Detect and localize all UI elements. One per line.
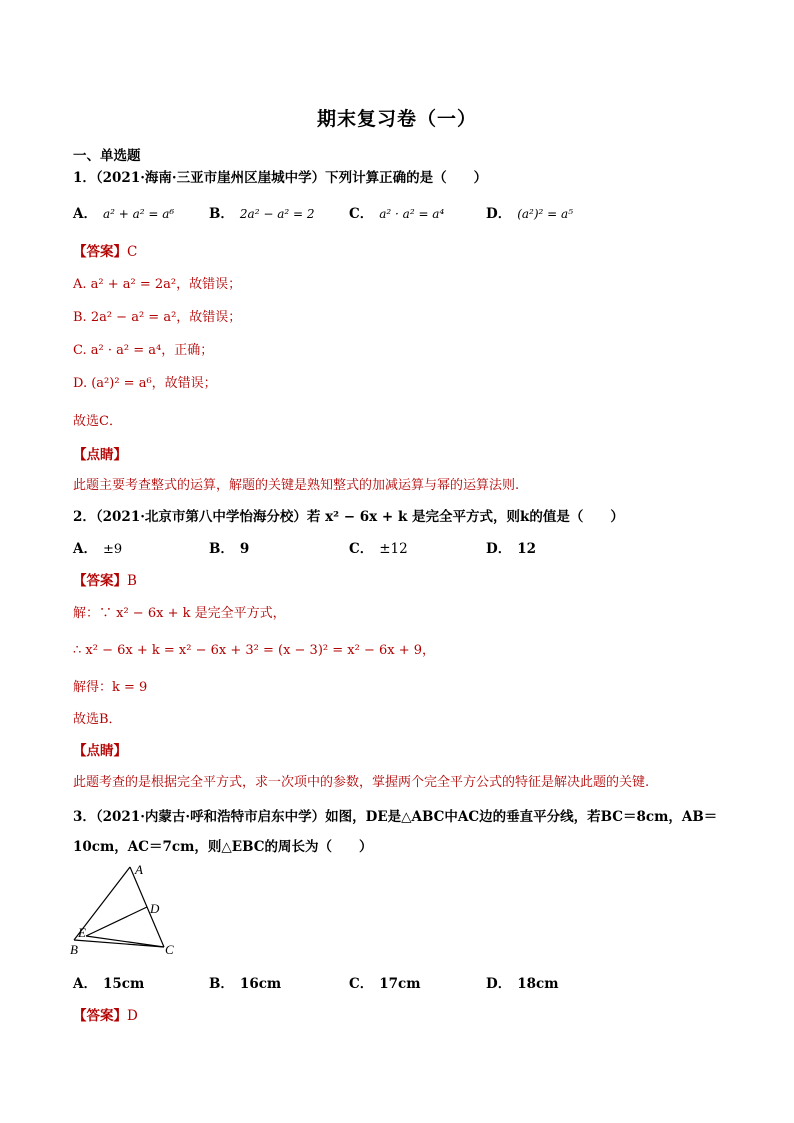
q2-solution-2: ∴ x² − 6x + k = x² − 6x + 3² = (x − 3)² = x² − 6x + 9， (73, 643, 436, 658)
option-label: B． (209, 976, 234, 992)
answer-value: C (127, 244, 138, 260)
q2-option-b (209, 537, 249, 557)
option-label: D． (486, 976, 512, 992)
option-label: C． (349, 541, 374, 557)
q3-answer (73, 1004, 138, 1024)
question-1-stem: 1．（2021·海南·三亚市崖州区崖城中学）下列计算正确的是（ ） (73, 170, 488, 186)
q3-option-b (209, 972, 281, 992)
question-2-stem: 2．（2021·北京市第八中学怡海分校）若 x² − 6x + k 是完全平方式，则k的值是（ ） (73, 509, 624, 525)
answer-tag: 【答案】 (73, 244, 127, 260)
option-label: B． (209, 206, 234, 222)
q1-answer (73, 240, 137, 260)
option-text: a² · a² = a⁴ (379, 207, 445, 221)
option-text: ±12 (379, 541, 408, 557)
q1-explanation-d: D. (a²)² = a⁶，故错误； (73, 376, 217, 391)
option-label: B． (209, 541, 234, 557)
label-e: E (78, 925, 86, 940)
q1-option-b (209, 202, 315, 222)
option-text: 2a² − a² = 2 (239, 207, 315, 221)
option-text: 16cm (239, 976, 282, 992)
q2-option-d (486, 537, 536, 557)
q1-explanation-b: B. 2a² − a² = a²，故错误； (73, 310, 242, 325)
segment-ed (86, 907, 147, 936)
q1-option-c (349, 202, 444, 222)
option-label: C． (349, 206, 374, 222)
option-text: 15cm (102, 976, 145, 992)
q2-solution-1: 解：∵ x² − 6x + k 是完全平方式， (73, 606, 286, 621)
triangle-figure (66, 860, 186, 960)
q3-option-c (349, 972, 421, 992)
q2-option-a (73, 537, 122, 557)
q1-conclusion: 故选C． (73, 414, 122, 429)
q2-option-c (349, 537, 408, 557)
q2-comment-tag: 【点睛】 (73, 743, 127, 759)
q2-solution-3: 解得：k = 9 (73, 680, 148, 695)
answer-value: B (127, 573, 137, 589)
option-label: D． (486, 541, 512, 557)
answer-value: D (127, 1008, 138, 1024)
answer-tag: 【答案】 (73, 1008, 127, 1024)
option-text: 18cm (517, 976, 559, 992)
q1-option-d (486, 202, 573, 222)
option-label: A． (73, 541, 97, 557)
option-text: 9 (239, 541, 250, 557)
q3-option-d (486, 972, 559, 992)
option-label: A． (73, 976, 97, 992)
q1-comment-tag: 【点睛】 (73, 447, 127, 463)
q3-option-a (73, 972, 144, 992)
q1-explanation-c: C. a² · a² = a⁴，正确； (73, 343, 214, 358)
option-text: a² + a² = a⁶ (102, 207, 175, 221)
label-b: B (70, 942, 78, 957)
option-text: 17cm (379, 976, 421, 992)
option-text: (a²)² = a⁵ (517, 207, 574, 221)
answer-tag: 【答案】 (73, 573, 127, 589)
label-a: A (135, 862, 143, 877)
option-text: ±9 (102, 542, 123, 557)
page-title: 期末复习卷（一） (316, 108, 477, 130)
q1-comment: 此题主要考查整式的运算，解题的关键是熟知整式的加减运算与幂的运算法则. (73, 478, 520, 493)
q2-comment: 此题考查的是根据完全平方式，求一次项中的参数，掌握两个完全平方公式的特征是解决此题的关键. (73, 775, 650, 790)
q2-conclusion: 故选B． (73, 712, 122, 727)
option-label: C． (349, 976, 374, 992)
option-label: D． (486, 206, 512, 222)
question-3-stem-line-1: 3．（2021·内蒙古·呼和浩特市启东中学）如图，DE是△ABC中AC边的垂直平分线，若BC＝8cm，AB＝ (73, 809, 718, 825)
q1-explanation-a: A. a² + a² = 2a²，故错误； (73, 277, 242, 292)
label-c: C (165, 942, 174, 957)
q2-answer (73, 569, 137, 589)
label-d: D (150, 901, 160, 916)
question-3-stem-line-2: 10cm，AC＝7cm，则△EBC的周长为（ ） (73, 839, 373, 855)
section-heading: 一、单选题 (73, 148, 141, 164)
option-label: A． (73, 206, 97, 222)
q1-option-a (73, 202, 174, 222)
option-text: 12 (517, 541, 537, 557)
